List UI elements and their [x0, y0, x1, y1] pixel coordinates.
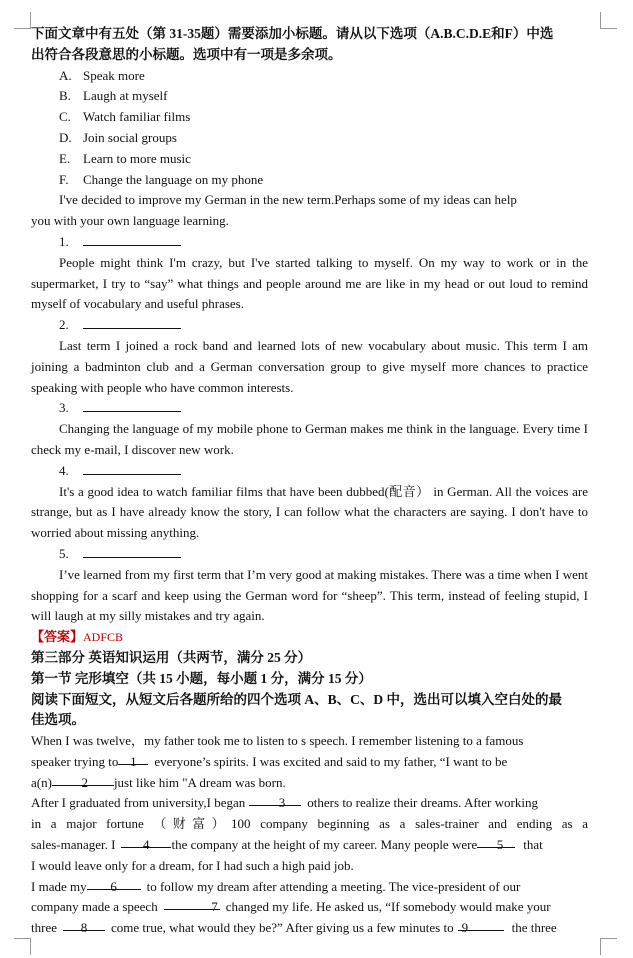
option-letter: C.: [59, 109, 71, 125]
blank-number: 2: [81, 774, 88, 790]
cloze-text: three: [31, 920, 57, 936]
cloze-text: to follow my dream after attending a meeting. The vice-president of our: [146, 878, 521, 894]
blank-number: 7: [211, 899, 218, 915]
heading-blank-1: [31, 232, 588, 253]
cloze-p1-line-1: When I was twelve，my father took me to listen to s speech. I remember listening to a famous: [31, 733, 524, 749]
cloze-p2-line-4: I would leave only for a dream, for I had such a high paid job.: [31, 857, 354, 873]
crop-mark-top-right: [600, 12, 617, 29]
blank-number: 3: [278, 795, 286, 811]
cloze-text: After I graduated from university,I began: [31, 795, 246, 811]
paragraph-4: It's a good idea to watch familiar films that have been dubbed(配音） in German. All the voices are strange, but as I have already know the story, I can follow what the characters are saying. I don't have to worried about missing anything.: [31, 483, 588, 541]
section1-title: 第一节 完形填空（共 15 小题，每小题 1 分，满分 15 分）: [31, 670, 372, 686]
paragraph-1: People might think I'm crazy, but I've started talking to myself. On my way to work or in the supermarket, I try to “say” what things and people around me are like in my head or out loud to remind myself of vocabulary and useful phrases.: [31, 254, 588, 312]
option-c: [31, 107, 588, 128]
cloze-text: just like him "A dream was born.: [113, 774, 286, 790]
option-text: Watch familiar films: [83, 109, 191, 125]
blank-number: 9: [461, 920, 469, 936]
option-letter: F.: [59, 171, 69, 187]
cloze-blank-6: [87, 877, 141, 894]
cloze-p3-line-1: [31, 877, 588, 898]
answer-value: ADFCB: [83, 630, 124, 645]
option-text: Laugh at myself: [83, 88, 168, 104]
task-instruction-line-2: 出符合各段意思的小标题。选项中有一项是多余项。: [31, 46, 342, 62]
crop-mark-bottom-right: [600, 938, 617, 955]
crop-mark-bottom-left: [14, 938, 31, 955]
answer-blank: [83, 316, 181, 329]
paragraph-5: I’ve learned from my first term that I’m very good at making mistakes. There was a time when I went shopping for a scarf and keep using the German word for “sheep”. This term, instead of feeling stupid, I will laugh at my silly mistakes and try again.: [31, 566, 588, 624]
blank-number: 5.: [59, 545, 69, 561]
blank-number: 8: [80, 920, 88, 936]
cloze-p1-line-2: [31, 752, 588, 773]
answer-label: 【答案】: [31, 629, 84, 645]
cloze-text: that: [523, 837, 543, 853]
option-text: Change the language on my phone: [83, 171, 264, 187]
blank-number: 3.: [59, 400, 69, 416]
cloze-blank-9: [458, 918, 504, 936]
cloze-blank-4: [121, 835, 171, 853]
cloze-text: come true, what would they be?” After giving us a few minutes to: [110, 920, 454, 936]
cloze-instruction-line-2: 佳选项。: [31, 712, 85, 728]
cloze-p1-line-3: [31, 773, 588, 794]
cloze-blank-5: [477, 835, 515, 853]
option-a: [31, 66, 588, 87]
answer-blank: [83, 233, 181, 246]
blank-number: 6: [110, 878, 117, 894]
intro-line-2: you with your own language learning.: [31, 213, 229, 229]
cloze-blank-3: [249, 793, 301, 811]
option-e: [31, 149, 588, 170]
cloze-text: the company at the height of my career. Many people were: [171, 837, 478, 853]
option-text: Join social groups: [83, 129, 177, 145]
answer-line: [31, 627, 588, 648]
part3-title: 第三部分 英语知识运用（共两节，满分 25 分）: [31, 649, 312, 665]
answer-blank: [83, 399, 181, 412]
cloze-blank-7: [164, 897, 220, 915]
option-letter: E.: [59, 150, 71, 166]
cloze-text: changed my life. He asked us, “If somebody would make your: [225, 899, 551, 915]
heading-blank-4: [31, 461, 588, 482]
cloze-text: the three: [511, 920, 557, 936]
option-b: [31, 86, 588, 107]
cloze-text: everyone’s spirits. I was excited and said to my father, “I want to be: [154, 753, 508, 769]
option-letter: D.: [59, 129, 72, 145]
blank-number: 1.: [59, 233, 69, 249]
task-instruction-line-1: 下面文章中有五处（第 31-35题）需要添加小标题。请从以下选项（A.B.C.D.E和F）中选: [31, 26, 554, 41]
paragraph-2: Last term I joined a rock band and learned lots of new vocabulary about music. This term I am joining a badminton club and a German conversation group to give myself more chances to practice speaking with people who have common interests.: [31, 337, 588, 395]
cloze-text: others to realize their dreams. After working: [307, 795, 538, 811]
blank-number: 4: [142, 837, 150, 853]
answer-blank: [83, 545, 181, 558]
cloze-text: company made a speech: [31, 899, 158, 915]
blank-number: 5: [496, 837, 504, 853]
cloze-p2-line-1: [31, 793, 588, 814]
heading-blank-3: [31, 398, 588, 419]
blank-number: 1: [130, 753, 137, 769]
cloze-blank-1: [118, 752, 148, 769]
crop-mark-top-left: [14, 12, 31, 29]
blank-number: 4.: [59, 462, 69, 478]
option-f: [31, 170, 588, 191]
cloze-text: I made my: [31, 878, 87, 894]
heading-blank-5: [31, 544, 588, 565]
answer-blank: [83, 462, 181, 475]
cloze-p2-line-3: [31, 835, 588, 856]
cloze-p3-line-3: [31, 918, 588, 939]
option-text: Speak more: [83, 67, 145, 83]
option-d: [31, 128, 588, 149]
cloze-instruction-line-1: 阅读下面短文，从短文后各题所给的四个选项 A、B、C、D 中，选出可以填入空白处的最: [31, 691, 563, 707]
option-letter: A.: [59, 67, 72, 83]
cloze-blank-8: [63, 918, 105, 936]
option-text: Learn to more music: [83, 150, 191, 166]
cloze-text: a(n): [31, 774, 52, 790]
blank-number: 2.: [59, 317, 69, 333]
cloze-p3-line-2: [31, 897, 588, 918]
cloze-text: speaker trying to: [31, 753, 119, 769]
intro-line-1: I've decided to improve my German in the new term.Perhaps some of my ideas can help: [59, 192, 517, 208]
cloze-blank-2: [52, 773, 114, 790]
option-letter: B.: [59, 88, 71, 104]
cloze-text: sales-manager. I: [31, 837, 116, 853]
paragraph-3: Changing the language of my mobile phone to German makes me think in the language. Every time I check my e-mail, I discover new work.: [31, 421, 588, 457]
cloze-p2-line-2: in a major fortune （财富）100 company beginning as a sales-trainer and ending as a: [31, 816, 588, 832]
document-page: [31, 24, 588, 939]
heading-blank-2: [31, 315, 588, 336]
